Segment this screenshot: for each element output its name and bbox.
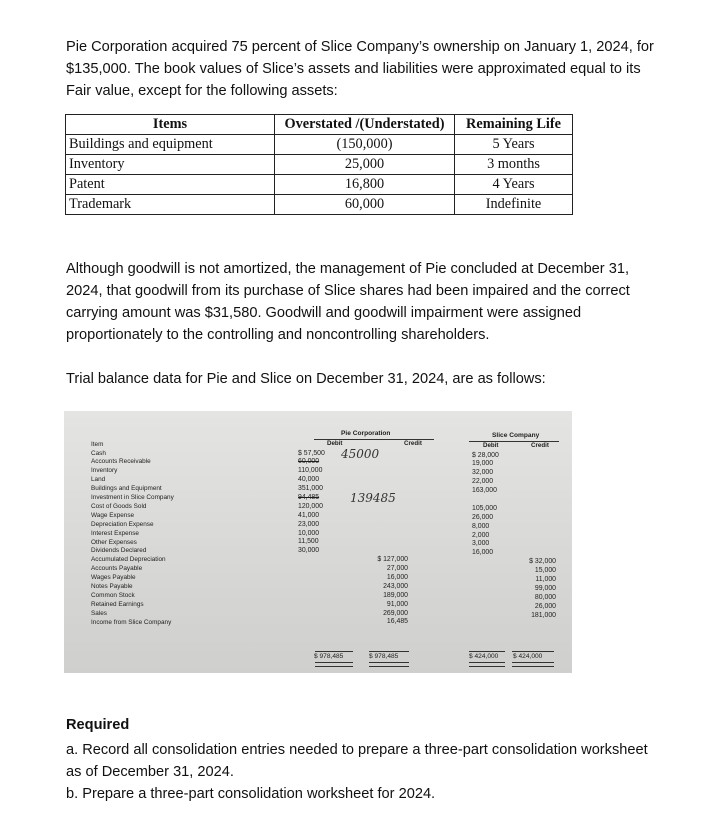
pie-debit-value (298, 583, 336, 592)
account-label: Cash (91, 449, 106, 457)
account-label: Accounts Receivable (91, 458, 151, 466)
pie-debit-value: 94,485 (298, 493, 320, 501)
pie-debit-value (298, 556, 336, 565)
slice-debit-value: 22,000 (472, 478, 494, 486)
slice-credit-label: Credit (531, 442, 549, 449)
pie-credit-value (356, 512, 408, 521)
slice-credit-value (504, 549, 556, 558)
account-labels (91, 450, 174, 628)
pie-credit-value (356, 467, 408, 476)
slice-credit-value (504, 523, 556, 532)
item-amount: 60,000 (275, 195, 455, 215)
slice-credit-double-rule (512, 662, 554, 667)
slice-credit-value (504, 487, 556, 496)
account-label: Inventory (91, 467, 118, 475)
account-label: Notes Payable (91, 583, 133, 591)
account-label: Wage Expense (91, 511, 135, 519)
slice-debit-value (472, 567, 508, 576)
pie-debit-value: 351,000 (298, 485, 323, 493)
slice-debit-total: $ 424,000 (469, 653, 499, 660)
table-row (66, 135, 573, 155)
slice-debit-value: 19,000 (472, 460, 494, 468)
account-label: Sales (91, 609, 107, 617)
pie-debit-value (298, 618, 336, 627)
pie-debit-value: $ 57,500 (298, 449, 325, 457)
item-name: Inventory (66, 155, 275, 175)
account-label: Dividends Declared (91, 547, 147, 555)
required-heading: Required (66, 717, 130, 733)
fair-value-adjustments-table (65, 114, 573, 215)
pie-credit-value: 189,000 (383, 591, 408, 599)
account-label: Retained Earnings (91, 600, 144, 608)
account-label: Buildings and Equipment (91, 485, 162, 493)
slice-debit-value (472, 558, 508, 567)
slice-debit-value (472, 585, 508, 594)
slice-debit-double-rule (469, 662, 505, 667)
slice-debit-value (472, 496, 508, 505)
pie-credit-value (356, 547, 408, 556)
pie-credit-column (356, 450, 408, 628)
pie-credit-value (356, 538, 408, 547)
pie-credit-value: 16,485 (386, 618, 408, 626)
account-label: Accumulated Depreciation (91, 556, 166, 564)
table-row (66, 175, 573, 195)
slice-debit-value: 26,000 (472, 513, 494, 521)
slice-credit-value (504, 620, 556, 629)
pie-debit-value (298, 601, 336, 610)
slice-credit-value (504, 514, 556, 523)
item-header: Item (91, 441, 104, 448)
pie-debit-value: 60,000 (298, 458, 320, 466)
pie-debit-value: 120,000 (298, 502, 323, 510)
table-row (66, 195, 573, 215)
slice-debit-label: Debit (483, 442, 499, 449)
pie-debit-column (298, 450, 336, 628)
account-label: Common Stock (91, 592, 135, 599)
pie-debit-value (298, 592, 336, 601)
account-label: Income from Slice Company (91, 618, 172, 626)
pie-debit-value: 30,000 (298, 547, 320, 555)
account-label: Interest Expense (91, 529, 139, 537)
pie-debit-value (298, 565, 336, 574)
slice-credit-value (504, 452, 556, 461)
item-life: Indefinite (455, 195, 573, 215)
header-remaining-life: Remaining Life (455, 115, 573, 135)
item-amount: 16,800 (275, 175, 455, 195)
pie-debit-label: Debit (327, 440, 343, 447)
goodwill-paragraph: Although goodwill is not amortized, the management of Pie concluded at December 31, 2024, that goodwill from its purchase of Slice shares had been impaired and the correct carrying amount was $31,580. Goodwill and goodwill impairment were assigned proportionately to the controlling and noncontrolling shareholders. (66, 261, 630, 343)
table-header-row (66, 115, 573, 135)
slice-credit-value (504, 469, 556, 478)
item-amount: 25,000 (275, 155, 455, 175)
pie-credit-total-rule (369, 651, 409, 652)
account-label: Land (91, 476, 106, 484)
slice-credit-value: 26,000 (534, 602, 556, 610)
account-label: Accounts Payable (91, 565, 143, 573)
slice-debit-value (472, 620, 508, 629)
pie-credit-value: 16,000 (386, 573, 408, 581)
slice-debit-total-rule (469, 651, 505, 652)
account-label: Depreciation Expense (91, 520, 154, 528)
item-life: 3 months (455, 155, 573, 175)
slice-debit-value: 32,000 (472, 469, 494, 477)
slice-credit-value: $ 32,000 (529, 558, 556, 566)
trial-balance-intro: Trial balance data for Pie and Slice on December 31, 2024, are as follows: (66, 371, 546, 387)
slice-credit-value (504, 540, 556, 549)
item-amount: (150,000) (275, 135, 455, 155)
pie-credit-value (356, 521, 408, 530)
slice-debit-value: 105,000 (472, 504, 497, 512)
slice-credit-value: 11,000 (535, 575, 556, 583)
pie-debit-value: 41,000 (298, 511, 320, 519)
table-row (66, 155, 573, 175)
pie-credit-value (356, 476, 408, 485)
slice-company-header: Slice Company (492, 432, 540, 439)
pie-debit-value: 110,000 (298, 467, 323, 475)
slice-debit-value: 163,000 (472, 487, 497, 495)
item-life: 4 Years (455, 175, 573, 195)
slice-debit-value: 2,000 (472, 531, 490, 539)
item-name: Trademark (66, 195, 275, 215)
pie-debit-value: 23,000 (298, 520, 320, 528)
slice-credit-total: $ 424,000 (513, 653, 543, 660)
handwritten-receivable-correction: 45000 (341, 447, 380, 461)
slice-credit-value: 80,000 (534, 593, 556, 601)
pie-debit-total: $ 978,485 (314, 653, 344, 660)
slice-debit-value (472, 612, 508, 621)
slice-credit-value (504, 496, 556, 505)
account-label: Wages Payable (91, 574, 136, 582)
pie-debit-total-rule (315, 651, 353, 652)
pie-credit-value: 91,000 (386, 600, 408, 608)
pie-credit-label: Credit (404, 440, 422, 447)
pie-debit-value: 40,000 (298, 476, 320, 484)
slice-credit-value: 181,000 (531, 611, 556, 619)
pie-debit-value (298, 574, 336, 583)
pie-debit-value: 11,500 (298, 538, 319, 546)
account-label: Cost of Goods Sold (91, 502, 147, 510)
slice-debit-value: 16,000 (472, 549, 494, 557)
pie-debit-double-rule (315, 662, 353, 667)
slice-credit-value (504, 478, 556, 487)
slice-credit-value (504, 460, 556, 469)
slice-credit-value: 15,000 (534, 567, 556, 575)
item-life: 5 Years (455, 135, 573, 155)
item-name: Patent (66, 175, 275, 195)
header-overstated: Overstated /(Understated) (275, 115, 455, 135)
requirement-a: a. Record all consolidation entries needed to prepare a three-part consolidation worksheet as of December 31, 2024. (66, 742, 648, 780)
pie-credit-value: 27,000 (386, 565, 408, 573)
pie-credit-total: $ 978,485 (369, 653, 399, 660)
pie-corporation-header: Pie Corporation (341, 430, 391, 437)
slice-debit-value (472, 594, 508, 603)
pie-credit-value: $ 127,000 (377, 556, 408, 564)
slice-credit-value: 99,000 (534, 584, 556, 592)
pie-credit-value (356, 530, 408, 539)
slice-debit-column (472, 452, 508, 630)
requirement-b: b. Prepare a three-part consolidation worksheet for 2024. (66, 786, 436, 802)
pie-debit-value (298, 610, 336, 619)
handwritten-investment-correction: 139485 (350, 491, 396, 505)
slice-credit-value (504, 505, 556, 514)
pie-debit-value: 10,000 (298, 529, 320, 537)
slice-credit-value (504, 532, 556, 541)
slice-debit-value (472, 603, 508, 612)
pie-credit-double-rule (369, 662, 409, 667)
trial-balance-photo (64, 411, 572, 673)
account-label: Investment in Slice Company (91, 494, 174, 502)
slice-debit-value: 8,000 (472, 522, 490, 530)
account-label: Other Expenses (91, 538, 137, 546)
slice-credit-column (504, 452, 556, 630)
header-items: Items (66, 115, 275, 135)
pie-credit-value: 269,000 (383, 609, 408, 617)
item-name: Buildings and equipment (66, 135, 275, 155)
pie-credit-value: 243,000 (383, 582, 408, 590)
slice-debit-value: 3,000 (472, 540, 490, 548)
slice-credit-total-rule (512, 651, 554, 652)
intro-paragraph: Pie Corporation acquired 75 percent of Slice Company’s ownership on January 1, 2024, for $135,000. The book values of Slice’s assets and liabilities were approximated equal to its Fair value, except for the following assets: (66, 39, 654, 99)
slice-debit-value (472, 576, 508, 585)
slice-debit-value: $ 28,000 (472, 451, 499, 459)
